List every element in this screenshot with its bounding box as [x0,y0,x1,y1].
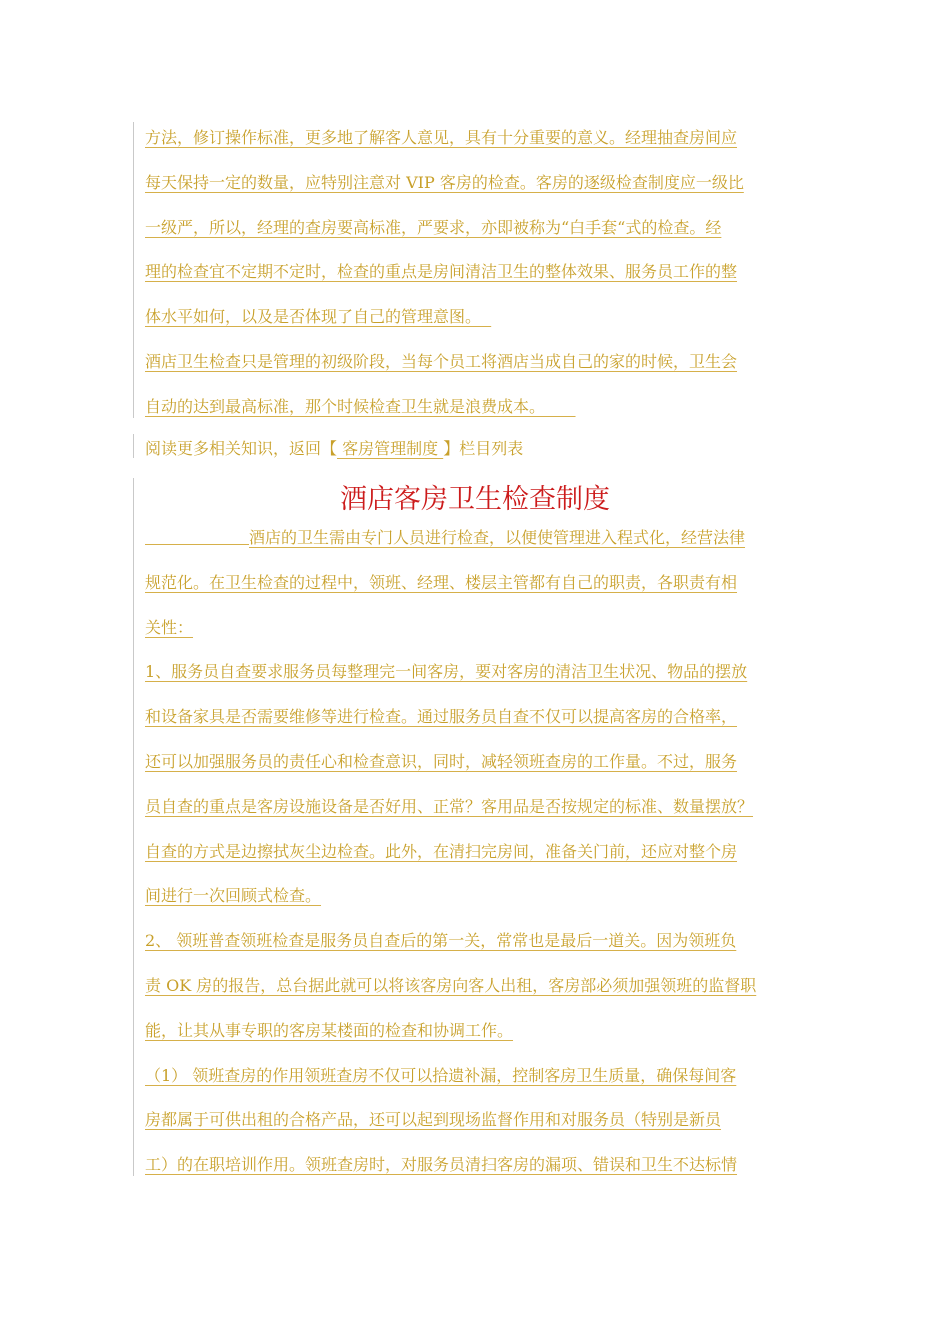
text-line[interactable]: （1） 领班查房的作用领班查房不仅可以拾遗补漏，控制客房卫生质量，确保每间客 [145,1065,737,1085]
text-line[interactable]: 工）的在职培训作用。领班查房时，对服务员清扫客房的漏项、错误和卫生不达标情 [145,1155,738,1175]
left-rule-top [133,122,134,418]
text-line[interactable]: 和设备家具是否需要维修等进行检查。通过服务员自查不仅可以提高客房的合格率， [145,707,738,727]
text-line[interactable]: 一级严，所以，经理的查房要高标准，严要求，亦即被称为“白手套“式的检查。经 [145,217,722,237]
top-section [145,123,805,437]
text-line[interactable]: 规范化。在卫生检查的过程中，领班、经理、楼层主管都有自己的职责，各职责有相 [145,572,738,592]
text-line[interactable]: 自动的达到最高标准，那个时候检查卫生就是浪费成本。 [145,396,546,416]
text-line[interactable]: 还可以加强服务员的责任心和检查意识，同时，减轻领班查房的工作量。不过，服务 [145,751,738,771]
text-line[interactable]: 理的检查宜不定期不定时，检查的重点是房间清洁卫生的整体效果、服务员工作的整 [145,262,738,282]
text-line[interactable]: 关性： [145,617,194,637]
more-link-line [145,434,523,464]
text-line[interactable]: 员自查的重点是客房设施设备是否好用、正常？客用品是否按规定的标准、数量摆放？ [145,796,754,816]
more-link-suffix: 】栏目列表 [443,439,524,458]
text-line[interactable]: 酒店卫生检查只是管理的初级阶段，当每个员工将酒店当成自己的家的时候，卫生会 [145,351,738,371]
article-title: 酒店客房卫生检查制度 [340,484,610,515]
text-line[interactable]: 方法，修订操作标准，更多地了解客人意见，具有十分重要的意义。经理抽查房间应 [145,128,738,147]
category-link[interactable]: 客房管理制度 [337,439,444,458]
text-line[interactable]: 房都属于可供出租的合格产品，还可以起到现场监督作用和对服务员（特别是新员 [145,1110,722,1130]
text-line[interactable]: 能，让其从事专职的客房某楼面的检查和协调工作。 [145,1020,514,1040]
text-line[interactable]: 每天保持一定的数量，应特别注意对 VIP 客房的检查。客房的逐级检查制度应一级比 [145,172,744,192]
more-link-prefix: 阅读更多相关知识，返回【 [145,439,338,458]
text-line[interactable]: 1、服务员自查要求服务员每整理完一间客房，要对客房的清洁卫生状况、物品的摆放 [145,662,748,682]
indent-underline [145,524,249,545]
text-line[interactable]: 间进行一次回顾式检查。 [145,886,322,906]
text-line[interactable]: 自查的方式是边擦拭灰尘边检查。此外，在清扫完房间，准备关门前，还应对整个房 [145,841,738,861]
article-body [145,523,805,1195]
text-line[interactable]: 酒店的卫生需由专门人员进行检查，以便使管理进入程式化，经营法律 [249,528,746,547]
text-line[interactable]: 体水平如何，以及是否体现了自己的管理意图。 [145,307,482,327]
text-line[interactable]: 2、 领班普查领班检查是服务员自查后的第一关，常常也是最后一道关。因为领班负 [145,931,737,951]
text-line[interactable]: 责 OK 房的报告，总台据此就可以将该客房向客人出租，客房部必须加强领班的监督职 [145,975,757,995]
left-rule-article [133,478,134,1176]
left-rule-link [133,434,134,458]
